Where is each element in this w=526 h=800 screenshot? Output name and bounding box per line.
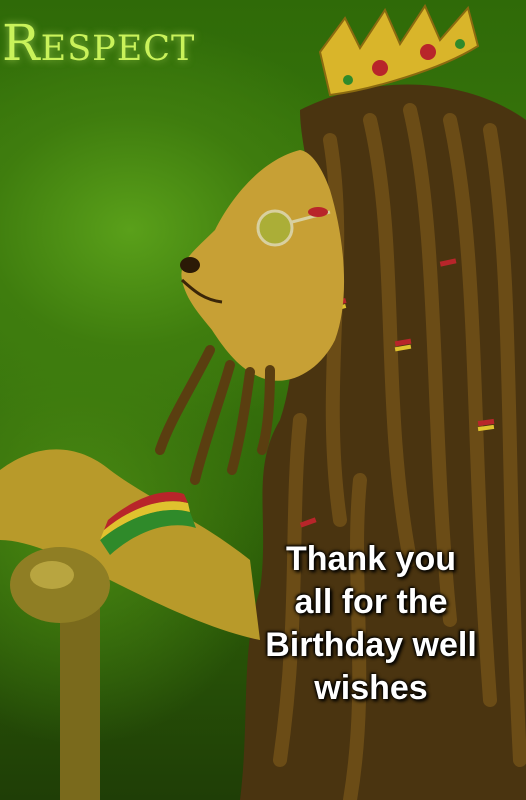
caption-line: Birthday well [265,626,477,664]
glasses-icon [258,211,292,245]
caption-line: Thank you [285,540,457,578]
crown-icon [320,6,478,95]
lion-head-icon [181,150,344,381]
lion-nose-icon [180,257,200,273]
page-title: Respect [2,14,196,72]
birthday-caption [228,538,514,710]
beard-dreads [160,350,270,480]
staff-icon [10,547,110,800]
caption-line: wishes [314,669,428,707]
caption-line: all for the [294,583,448,621]
lion-eye-icon [308,207,328,217]
